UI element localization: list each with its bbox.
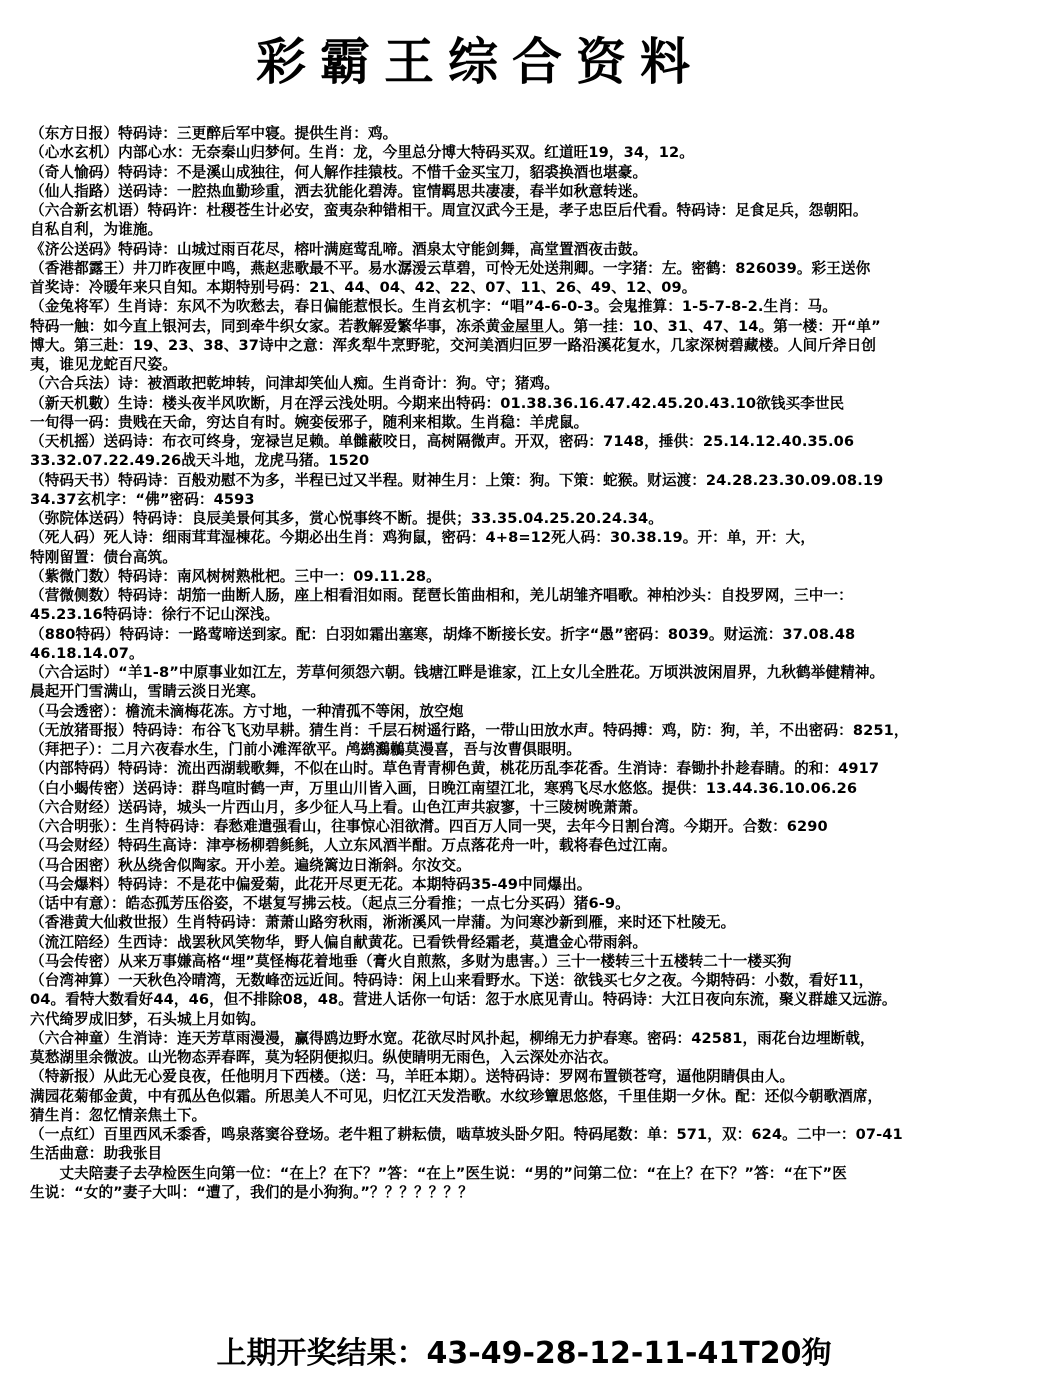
text-line: （东方日报）特码诗：三更醉后军中寝。提供生肖：鸡。 bbox=[30, 125, 398, 142]
text-line: （新天机數）生诗：楼头夜半风吹断，月在浮云浅处明。今期来出特码：01.38.36.16.47.42.45.20.43.10欲钱买李世民 bbox=[30, 394, 845, 412]
text-line: 04。看特大数看好44，46，但不排除08，48。营进人话你一句话：忽于水底见青山。特码诗：大江日夜向东流，聚义群雄又远游。 bbox=[30, 991, 897, 1009]
last-draw-result bbox=[0, 1332, 1048, 1376]
text-line: （六合神童）生消诗：连天芳草雨漫漫，赢得鸥边野水宽。花欲尽时风扑起，柳绵无力护春寒。密码：42581，雨花台边埋断戟， bbox=[30, 1029, 875, 1047]
text-line: 生说：“女的”妻子大叫：“遭了，我们的是小狗狗。”？？？？？？？ bbox=[30, 1183, 473, 1201]
text-line: （白小蝎传密）送码诗：群鸟喧时鹤一声，万里山川皆入画，日晚江南望江北，寒鸦飞尽水悠悠。提供：13.44.36.10.06.26 bbox=[30, 779, 858, 797]
text-line: 夷，谁见龙蛇百尺姿。 bbox=[30, 356, 177, 373]
text-line: （奇人愉码）特码诗：不是溪山成独往，何人解作挂猿枝。不惜千金买宝刀，貂裘换酒也堪豪。 bbox=[30, 163, 648, 181]
text-line: 生活曲意：助我张目 bbox=[30, 1145, 163, 1163]
text-line: 自私自利，为谁施。 bbox=[30, 221, 163, 239]
text-line: （紫微门数）特码诗：南风树树熟枇杷。三中一：09.11.28。 bbox=[30, 567, 441, 585]
page-title: 彩霸王综合资料 bbox=[256, 32, 704, 91]
text-line: 博大。第三赴：19、23、38、37诗中之意：浑炙犁牛烹野驼，交河美酒归叵罗一路沿溪花复水，几家深树碧藏楼。人间斤斧日创 bbox=[30, 336, 877, 354]
text-line: 《济公送码》特码诗：山城过雨百花尽，榕叶满庭莺乱啼。酒泉太守能剑舞，高堂置酒夜击鼓。 bbox=[30, 240, 648, 258]
text-line: （马会爆料）特码诗：不是花中偏爱菊，此花开尽更无花。本期特码35-49中同爆出。 bbox=[30, 875, 592, 893]
text-line: （六合新玄机语）特码许：杜稷苍生计必安，蛮夷杂种错相干。周宣汉武今王是，孝子忠臣后代看。特码诗：足食足兵，怨朝阳。 bbox=[30, 202, 868, 219]
text-line: （天机摇）送码诗：布衣可终身，宠禄岂足赖。单雠蔽咬日，高树隔微声。开双，密码：7148，捶供：25.14.12.40.35.06 bbox=[30, 433, 855, 450]
text-line: （马合困密）秋丛绕舍似陶家。开小差。遍绕篱边日渐斜。尔汝交。 bbox=[30, 856, 471, 874]
text-line: 特刚留置：债台高筑。 bbox=[30, 548, 177, 566]
text-line: （六合兵法）诗：被酒敢把乾坤转，问津却笑仙人痴。生肖奇计：狗。守；猪鸡。 bbox=[30, 375, 559, 393]
text-line: 猜生肖：忽忆情亲焦土下。 bbox=[30, 1106, 207, 1124]
text-line: （六合明张）：生肖特码诗：春愁难遣强看山，往事惊心泪欲潸。四百万人同一哭，去年今日割台湾。今期开。合数：6290 bbox=[30, 818, 828, 835]
text-line: 45.23.16特码诗：徐行不记山深浅。 bbox=[30, 606, 280, 624]
text-line: （六合财经）送码诗，城头一片西山月，多少征人马上看。山色江声共寂寥，十三陵树晚萧萧。 bbox=[30, 798, 648, 816]
text-line: （拜把子）：二月六夜春水生，门前小滩浑欲平。鸬鹚鸂鶒莫漫喜，吾与汝曹俱眼明。 bbox=[30, 741, 582, 758]
text-line: （内部特码）特码诗：流出西湖载歌舞，不似在山时。草色青青柳色黄，桃花历乱李花香。生消诗：春锄扑扑趁春睛。的和：4917 bbox=[30, 760, 880, 778]
text-line: 晨起开门雪满山，雪睛云淡日光寒。 bbox=[30, 683, 266, 701]
text-line: （台湾神算）一天秋色冷晴湾，无数峰峦远近间。特码诗：闲上山来看野水。下送：欲钱买七夕之夜。今期特码：小数，看好11， bbox=[30, 972, 874, 989]
text-line: 满园花菊郁金黄，中有孤丛色似霜。所思美人不可见，归忆江天发浩歌。水纹珍簟思悠悠，千里佳期一夕休。配：还似今朝歌酒席， bbox=[30, 1087, 883, 1105]
text-line: 46.18.14.07。 bbox=[30, 644, 144, 662]
text-line: 33.32.07.22.49.26战天斗地，龙虎马猪。1520 bbox=[30, 452, 370, 470]
text-line: （马会传密）从来万事嫌高格“埋”莫怪梅花着地垂（膏火自煎熬，多财为患害。）三十一楼转三十五楼转二十一楼买狗 bbox=[30, 952, 792, 970]
text-line: （马会透密）：檐流未滴梅花冻。方寸地，一种清孤不等闲，放空炮 bbox=[30, 702, 464, 720]
text-line: （一点红）百里西风禾黍香，鸣泉落窦谷登场。老牛粗了耕耘债，啮草坡头卧夕阳。特码尾数：单：571，双：624。二中一：07-41 bbox=[30, 1126, 903, 1143]
text-line: （六合运时）“羊1-8”中原事业如江左，芳草何须怨六朝。钱塘江畔是谁家，江上女儿全胜花。万顷洪波闲眉界，九秋鹤举健精神。 bbox=[30, 664, 885, 681]
text-line: （特新报）从此无心爱良夜，任他明月下西楼。（送：马，羊旺本期）。送特码诗：罗网布置锁苍穹，逼他阴睛俱由人。 bbox=[30, 1068, 795, 1086]
text-line: （弥院体送码）特码诗：良辰美景何其多，赏心悦事终不断。提供；33.35.04.25.20.24.34。 bbox=[30, 510, 663, 527]
text-line: 特码一触：如今直上银河去，同到牵牛织女家。若教解爱繁华事，冻杀黄金屋里人。第一挂：10、31、47、14。第一楼：开“单” bbox=[30, 317, 881, 335]
text-line: （流江陪经）生西诗：战罢秋风笑物华，野人偏自献黄花。已看铁骨经霜老，莫遣金心带雨斜。 bbox=[30, 933, 648, 951]
text-line: （马会财经）特码生高诗：津亭杨柳碧毵毵，人立东风酒半酣。万点落花舟一叶，载将春色过江南。 bbox=[30, 837, 677, 855]
text-line: （无放猪哥报）特码诗：布谷飞飞劝早耕。猜生肖：千层石树遥行路，一带山田放水声。特码搏：鸡，防：狗，羊，不出密码：8251， bbox=[30, 721, 909, 739]
text-line: （880特码）特码诗：一路莺啼送到家。配：白羽如霜出塞寒，胡烽不断接长安。折字“愚”密码：8039。财运流：37.08.48 bbox=[30, 625, 856, 643]
text-line: （香港黄大仙救世报）生肖特码诗：萧萧山路穷秋雨，淅淅溪风一岸蒲。为问寒沙新到雁，来时还下杜陵无。 bbox=[30, 914, 736, 932]
document-body bbox=[30, 124, 1040, 1202]
text-line: 首奖诗：冷暖年来只自知。本期特别号码：21、44、04、42、22、07、11、26、49、12、09。 bbox=[30, 279, 697, 296]
last-draw-numbers: 43-49-28-12-11-41T20狗 bbox=[426, 1336, 832, 1371]
text-line: 莫愁湖里余微波。山光物态弄春晖，莫为轻阴便拟归。纵使睛明无雨色，入云深处亦沾衣。 bbox=[30, 1049, 618, 1066]
text-line: 34.37玄机字：“佛”密码：4593 bbox=[30, 490, 255, 508]
text-line: 一旬得一码：贵贱在天命，穷达自有时。婉娈佞邪子，随利来相欺。生肖稳：羊虎鼠。 bbox=[30, 413, 589, 431]
text-line: （仙人指路）送码诗：一腔热血勤珍重，洒去犹能化碧涛。宦情羁思共凄凄，春半如秋意转迷。 bbox=[30, 182, 648, 200]
text-line: （金兔将军）生肖诗：东风不为吹愁去，春日偏能惹恨长。生肖玄机字：“唱”4-6-0-3。会鬼推算：1-5-7-8-2.生肖：马。 bbox=[30, 298, 837, 316]
text-line: 六代绮罗成旧梦，石头城上月如钩。 bbox=[30, 1010, 266, 1028]
text-line: （特码天书）特码诗：百般劝慰不为多，半程已过又半程。财神生月：上策：狗。下策：蛇猴。财运渡：24.28.23.30.09.08.19 bbox=[30, 471, 884, 489]
text-line: （心水玄机）内部心水：无奈秦山归梦何。生肖：龙，今里总分博大特码买双。红道旺19，34，12。 bbox=[30, 144, 694, 162]
text-line: （香港都露王）井刀昨夜匣中鸣，燕赵悲歌最不平。易水潺湲云草碧，可怜无处送荆卿。一字猪：左。密鹤：826039。彩王送你 bbox=[30, 259, 871, 277]
text-line: （话中有意）：皓态孤芳压俗姿，不堪复写拂云枝。（起点三分看推；一点七分买码）猪6-9。 bbox=[30, 895, 630, 912]
last-draw-label: 上期开奖结果： bbox=[216, 1336, 427, 1371]
text-line: （死人码）死人诗：细雨茸茸湿棟花。今期必出生肖：鸡狗鼠，密码：4+8=12死人码：30.38.19。开：单，开：大， bbox=[30, 529, 816, 547]
text-line: （营微侧数）特码诗：胡笳一曲断人肠，座上相看泪如雨。琵琶长笛曲相和，羌儿胡雏齐唱歌。神柏沙头：自投罗网，三中一： bbox=[30, 587, 853, 604]
text-line: 丈夫陪妻子去孕检医生向第一位：“在上？在下？”答：“在上”医生说：“男的”问第二位：“在上？在下？”答：“在下”医 bbox=[30, 1164, 847, 1182]
